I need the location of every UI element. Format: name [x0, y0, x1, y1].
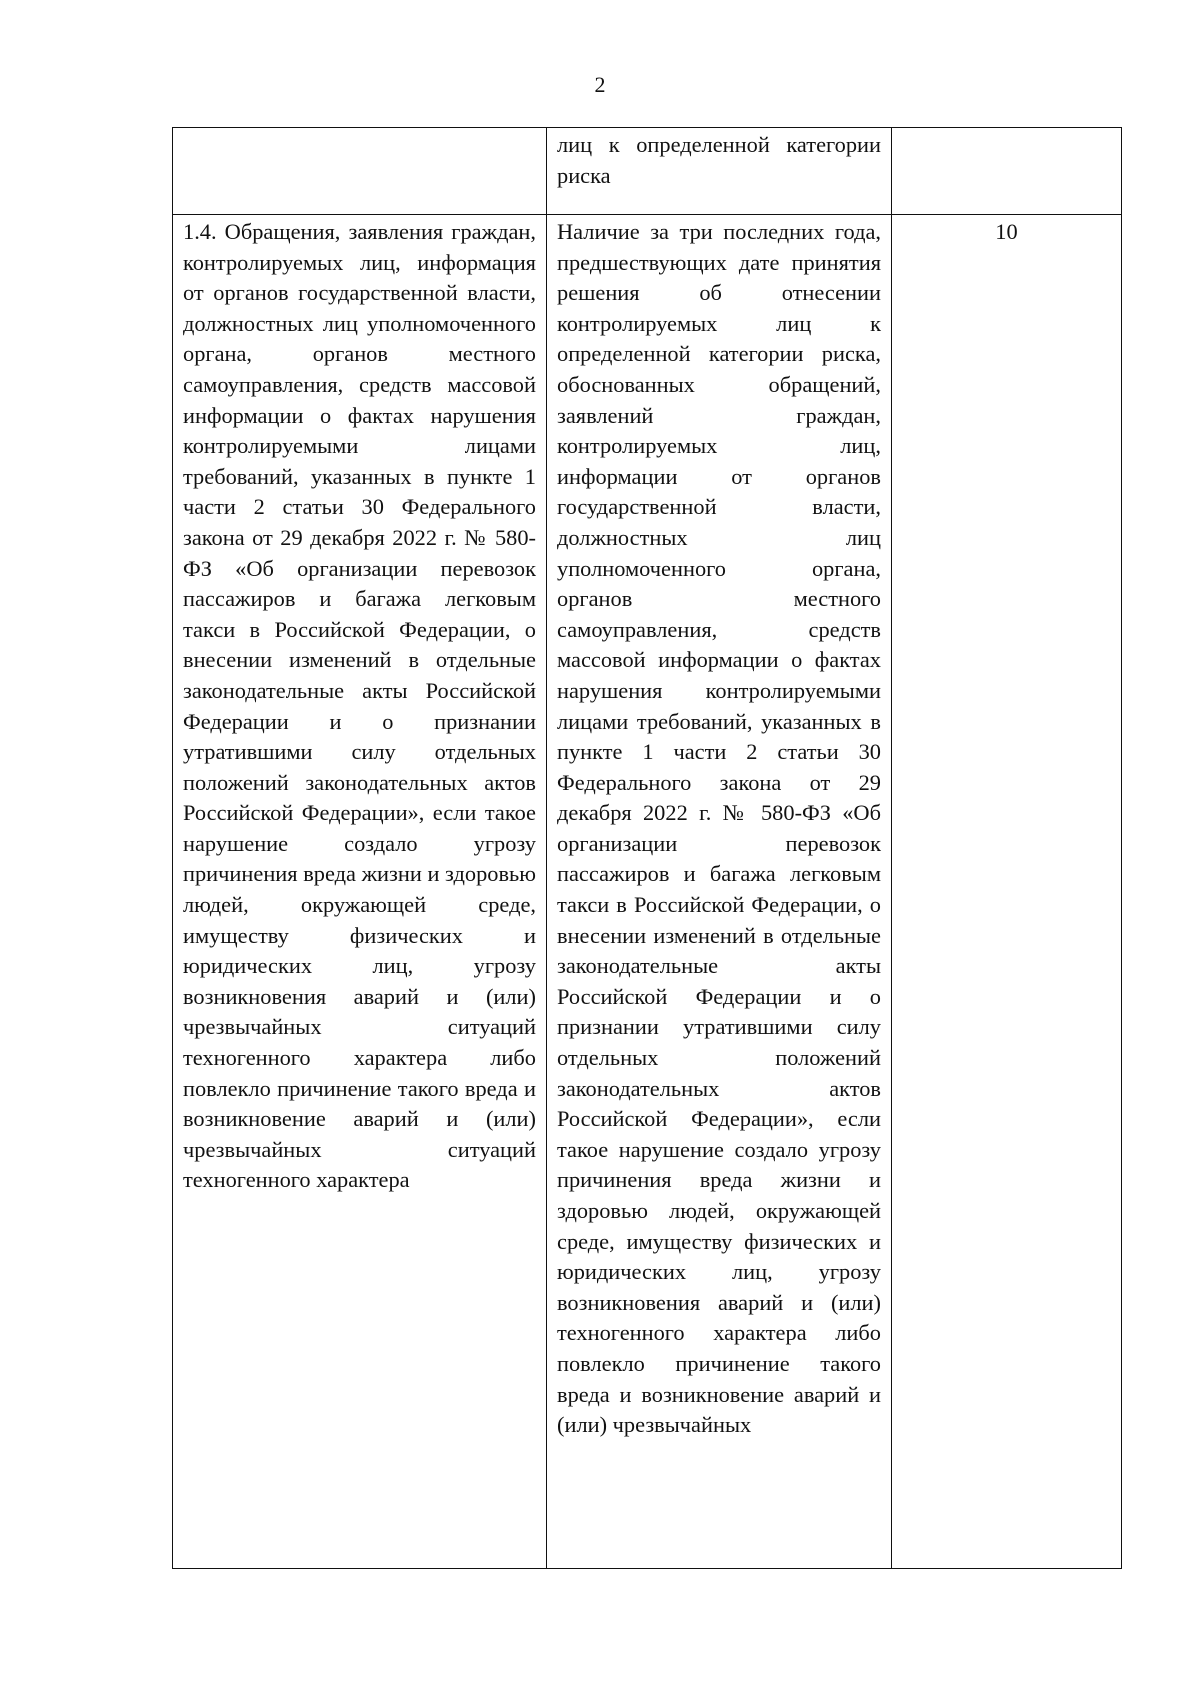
score-value: [902, 128, 1111, 130]
condition-cell: [547, 215, 892, 1569]
score-value: 10: [995, 219, 1018, 244]
condition-cell: [547, 128, 892, 215]
table-row: [173, 215, 1122, 1569]
criterion-cell: [173, 128, 547, 215]
score-cell: [892, 128, 1122, 215]
score-cell: [892, 215, 1122, 1569]
page-number: 2: [594, 72, 606, 97]
risk-criteria-table: [172, 127, 1122, 1569]
table-row: [173, 128, 1122, 215]
condition-text: лиц к определенной категории риска: [557, 132, 881, 188]
criterion-cell: [173, 215, 547, 1569]
criterion-text: [183, 128, 536, 130]
criterion-text: 1.4. Обращения, заявления граждан, контролируемых лиц, информация от органов государственной власти, должностных лиц уполномоченного органа, органов местного самоуправления, средств массовой информации о фактах нарушения контролируемыми лицами требований, указанных в пункте 1 части 2 статьи 30 Федерального закона от 29 декабря 2022 г. № 580-ФЗ «Об организации перевозок пассажиров и багажа легковым такси в Российской Федерации, о внесении изменений в отдельные законодательные акты Российской Федерации и о признании утратившими силу отдельных положений законодательных актов Российской Федерации», если такое нарушение создало угрозу причинения вреда жизни и здоровью людей, окружающей среде, имуществу физических и юридических лиц, угрозу возникновения аварий и (или) чрезвычайных ситуаций техногенного характера либо повлекло причинение такого вреда и возникновение аварий и (или) чрезвычайных ситуаций техногенного характера: [183, 219, 536, 1193]
condition-text: Наличие за три последних года, предшествующих дате принятия решения об отнесении контролируемых лиц к определенной категории риска, обоснованных обращений, заявлений граждан, контролируемых лиц, информации от органов государственной власти, должностных лиц уполномоченного органа, органов местного самоуправления, средств массовой информации о фактах нарушения контролируемыми лицами требований, указанных в пункте 1 части 2 статьи 30 Федерального закона от 29 декабря 2022 г. № 580-ФЗ «Об организации перевозок пассажиров и багажа легковым такси в Российской Федерации, о внесении изменений в отдельные законодательные акты Российской Федерации и о признании утратившими силу отдельных положений законодательных актов Российской Федерации», если такое нарушение создало угрозу причинения вреда жизни и здоровью людей, окружающей среде, имуществу физических и юридических лиц, угрозу возникновения аварий и (или) техногенного характера либо повлекло причинение такого вреда и возникновение аварий и (или) чрезвычайных: [557, 219, 881, 1438]
